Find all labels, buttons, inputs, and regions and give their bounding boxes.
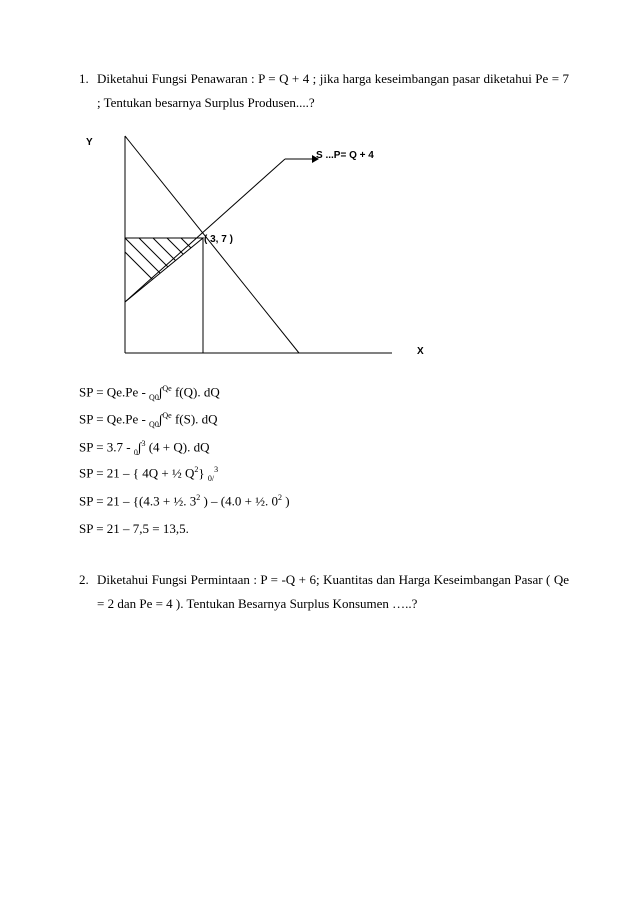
solution-line-3 xyxy=(79,439,209,457)
sp2-part: SP = Qe.Pe - xyxy=(79,411,150,427)
question-1 xyxy=(79,67,569,115)
integral-sign: ∫ xyxy=(158,411,163,427)
solution-line-5 xyxy=(79,493,290,509)
solution-line-4 xyxy=(79,465,218,483)
question-2 xyxy=(79,568,569,616)
supply-function-label: S ...P= Q + 4 xyxy=(316,150,374,161)
sp4-lower-limit: 0 xyxy=(207,473,212,483)
sp5-exponent-a: 2 xyxy=(196,493,201,502)
solution-line-1 xyxy=(79,384,220,402)
question-1-number: 1. xyxy=(79,71,89,86)
question-2-text: Diketahui Fungsi Permintaan : P = -Q + 6; Kuantitas dan Harga Keseimbangan Pasar ( Qe = 2 dan Pe = 4 ). Tentukan Besarnya Surplus Konsumen …..? xyxy=(97,572,569,611)
hatching xyxy=(111,238,236,293)
solution-line-6: SP = 21 – 7,5 = 13,5. xyxy=(79,521,189,536)
sp4-exponent: 2 xyxy=(194,465,199,474)
supply-line xyxy=(125,159,285,302)
sp2-integrand: f(S). dQ xyxy=(171,411,218,427)
solution-line-2 xyxy=(79,411,218,429)
diagram-svg xyxy=(80,130,440,370)
producer-surplus-diagram xyxy=(80,130,440,370)
sp3-upper-limit: 3 xyxy=(141,439,146,448)
sp5-part-b: ) – (4.0 + ½. 0 xyxy=(200,493,278,509)
sp3-integrand: (4 + Q). dQ xyxy=(145,439,210,455)
sp4-upper-limit: 3 xyxy=(214,465,219,474)
sp1-lower-limit: Q0 xyxy=(149,392,159,402)
sp1-part: SP = Qe.Pe - xyxy=(79,384,150,400)
sp4-slash: / xyxy=(211,473,215,483)
sp2-upper-limit: Qe xyxy=(162,411,172,420)
sp5-part: SP = 21 – {(4.3 + ½. 3 xyxy=(79,493,197,509)
x-axis-label: X xyxy=(417,346,424,357)
sp5-close: ) xyxy=(281,493,290,509)
sp1-upper-limit: Qe xyxy=(162,384,172,393)
producer-surplus-area xyxy=(125,238,203,302)
integral-sign: ∫ xyxy=(158,384,163,400)
sp3-part: SP = 3.7 - xyxy=(79,439,134,455)
equilibrium-point-label: ( 3, 7 ) xyxy=(204,234,233,245)
sp4-brace: } xyxy=(198,465,208,481)
sp5-exponent-b: 2 xyxy=(277,493,282,502)
sp4-part: SP = 21 – { 4Q + ½ Q xyxy=(79,465,195,481)
sp1-integrand: f(Q). dQ xyxy=(171,384,220,400)
sp3-lower-limit: 0 xyxy=(133,447,138,457)
sp2-lower-limit: Q0 xyxy=(149,419,159,429)
question-1-text: Diketahui Fungsi Penawaran : P = Q + 4 ; jika harga keseimbangan pasar diketahui Pe = 7 ; Tentukan besarnya Surplus Produsen....? xyxy=(97,71,569,110)
y-axis-label: Y xyxy=(86,137,93,148)
question-2-number: 2. xyxy=(79,572,89,587)
integral-sign: ∫ xyxy=(137,439,142,455)
